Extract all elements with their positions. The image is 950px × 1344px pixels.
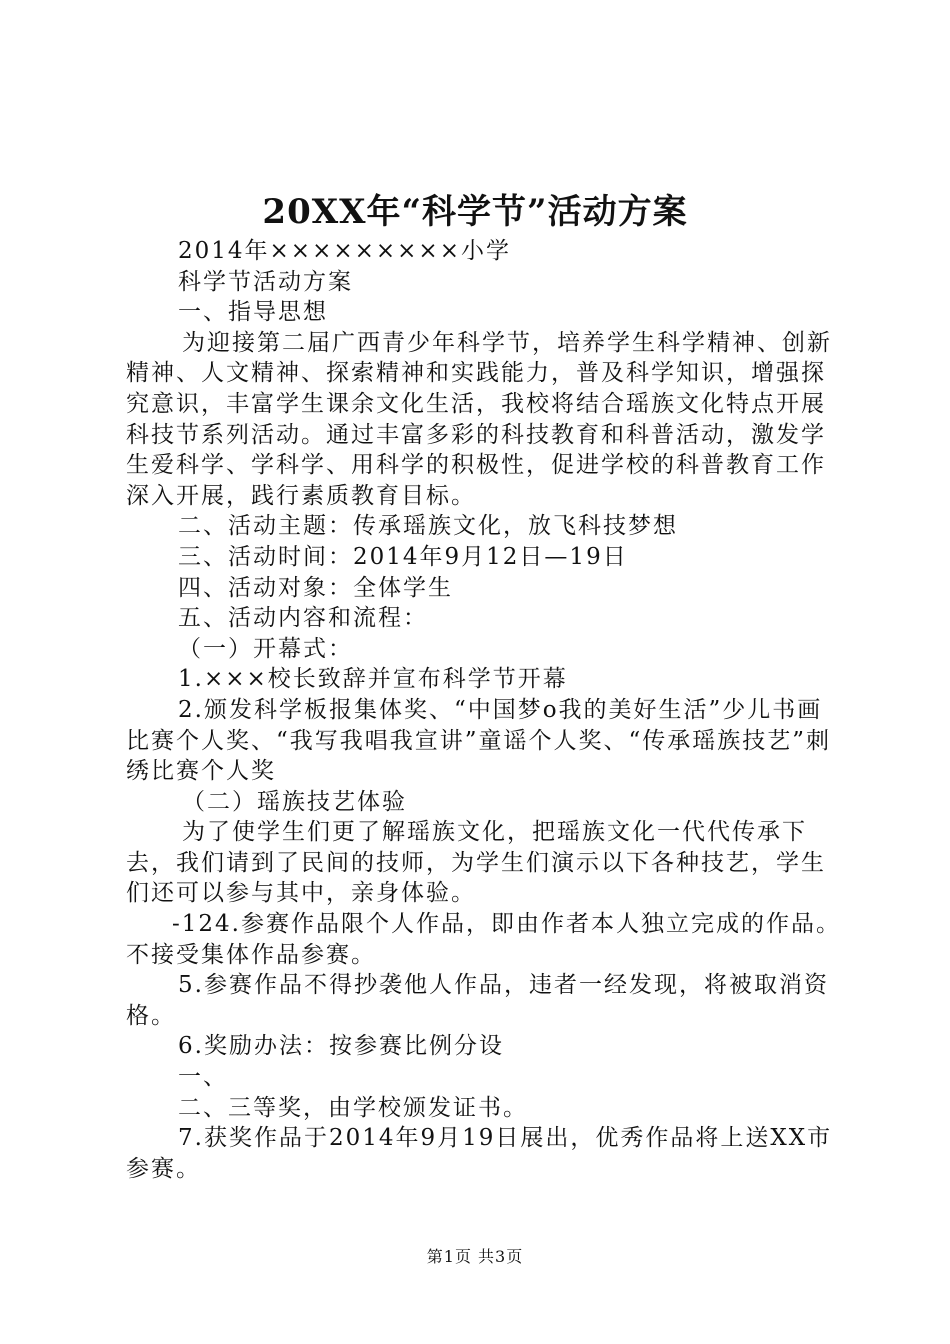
list-item-7: 7.获奖作品于2014年9月19日展出，优秀作品将上送XX市参赛。 <box>126 1125 833 1182</box>
paragraph-second-third-prize: 二、三等奖，由学校颁发证书。 <box>178 1094 528 1121</box>
paragraph-plan-name: 科学节活动方案 <box>178 268 353 295</box>
page-number-footer: 第1页 共3页 <box>426 1247 524 1266</box>
heading-activity-content: 五、活动内容和流程： <box>178 605 428 632</box>
paragraph-activity-time: 三、活动时间：2014年9月12日—19日 <box>178 543 628 570</box>
list-item-4: -124.参赛作品限个人作品，即由作者本人独立完成的作品。不接受集体作品参赛。 <box>126 911 841 968</box>
paragraph-ideology-text: 为迎接第二届广西青少年科学节，培养学生科学精神、创新精神、人文精神、探索精神和实践能力，普及科学知识，增强探究意识，丰富学生课余文化生活，我校将结合瑶族文化特点开展科技节系列活动。通过丰富多彩的科技教育和科普活动，激发学生爱科学、学科学、用科学的积极性，促进学校的科普教育工作深入开展，践行素质教育目标。 <box>126 329 832 509</box>
document-title: 20XX年“科学节”活动方案 <box>262 192 688 232</box>
paragraph-skill-text: 为了使学生们更了解瑶族文化，把瑶族文化一代代传承下去，我们请到了民间的技师，为学生们演示以下各种技艺，学生们还可以参与其中，亲身体验。 <box>126 819 826 907</box>
list-item-6: 6.奖励办法：按参赛比例分设 <box>178 1033 504 1060</box>
paragraph-first-prize: 一、 <box>178 1064 228 1091</box>
heading-guiding-ideology: 一、指导思想 <box>178 299 328 326</box>
list-item-2: 2.颁发科学板报集体奖、“中国梦ο我的美好生活”少儿书画比赛个人奖、“我写我唱我宣讲”童谣个人奖、“传承瑶族技艺”刺绣比赛个人奖 <box>126 696 832 785</box>
document-body <box>126 236 846 1184</box>
heading-skill-experience: （二）瑶族技艺体验 <box>182 788 407 815</box>
heading-opening-ceremony: （一）开幕式： <box>178 635 353 662</box>
paragraph-activity-target: 四、活动对象：全体学生 <box>178 574 453 601</box>
list-item-5: 5.参赛作品不得抄袭他人作品，违者一经发现，将被取消资格。 <box>126 972 829 1029</box>
paragraph-school-year: 2014年×××××××××小学 <box>178 238 511 264</box>
list-item-1: 1.×××校长致辞并宣布科学节开幕 <box>178 666 568 693</box>
paragraph-activity-theme: 二、活动主题：传承瑶族文化，放飞科技梦想 <box>178 513 678 540</box>
